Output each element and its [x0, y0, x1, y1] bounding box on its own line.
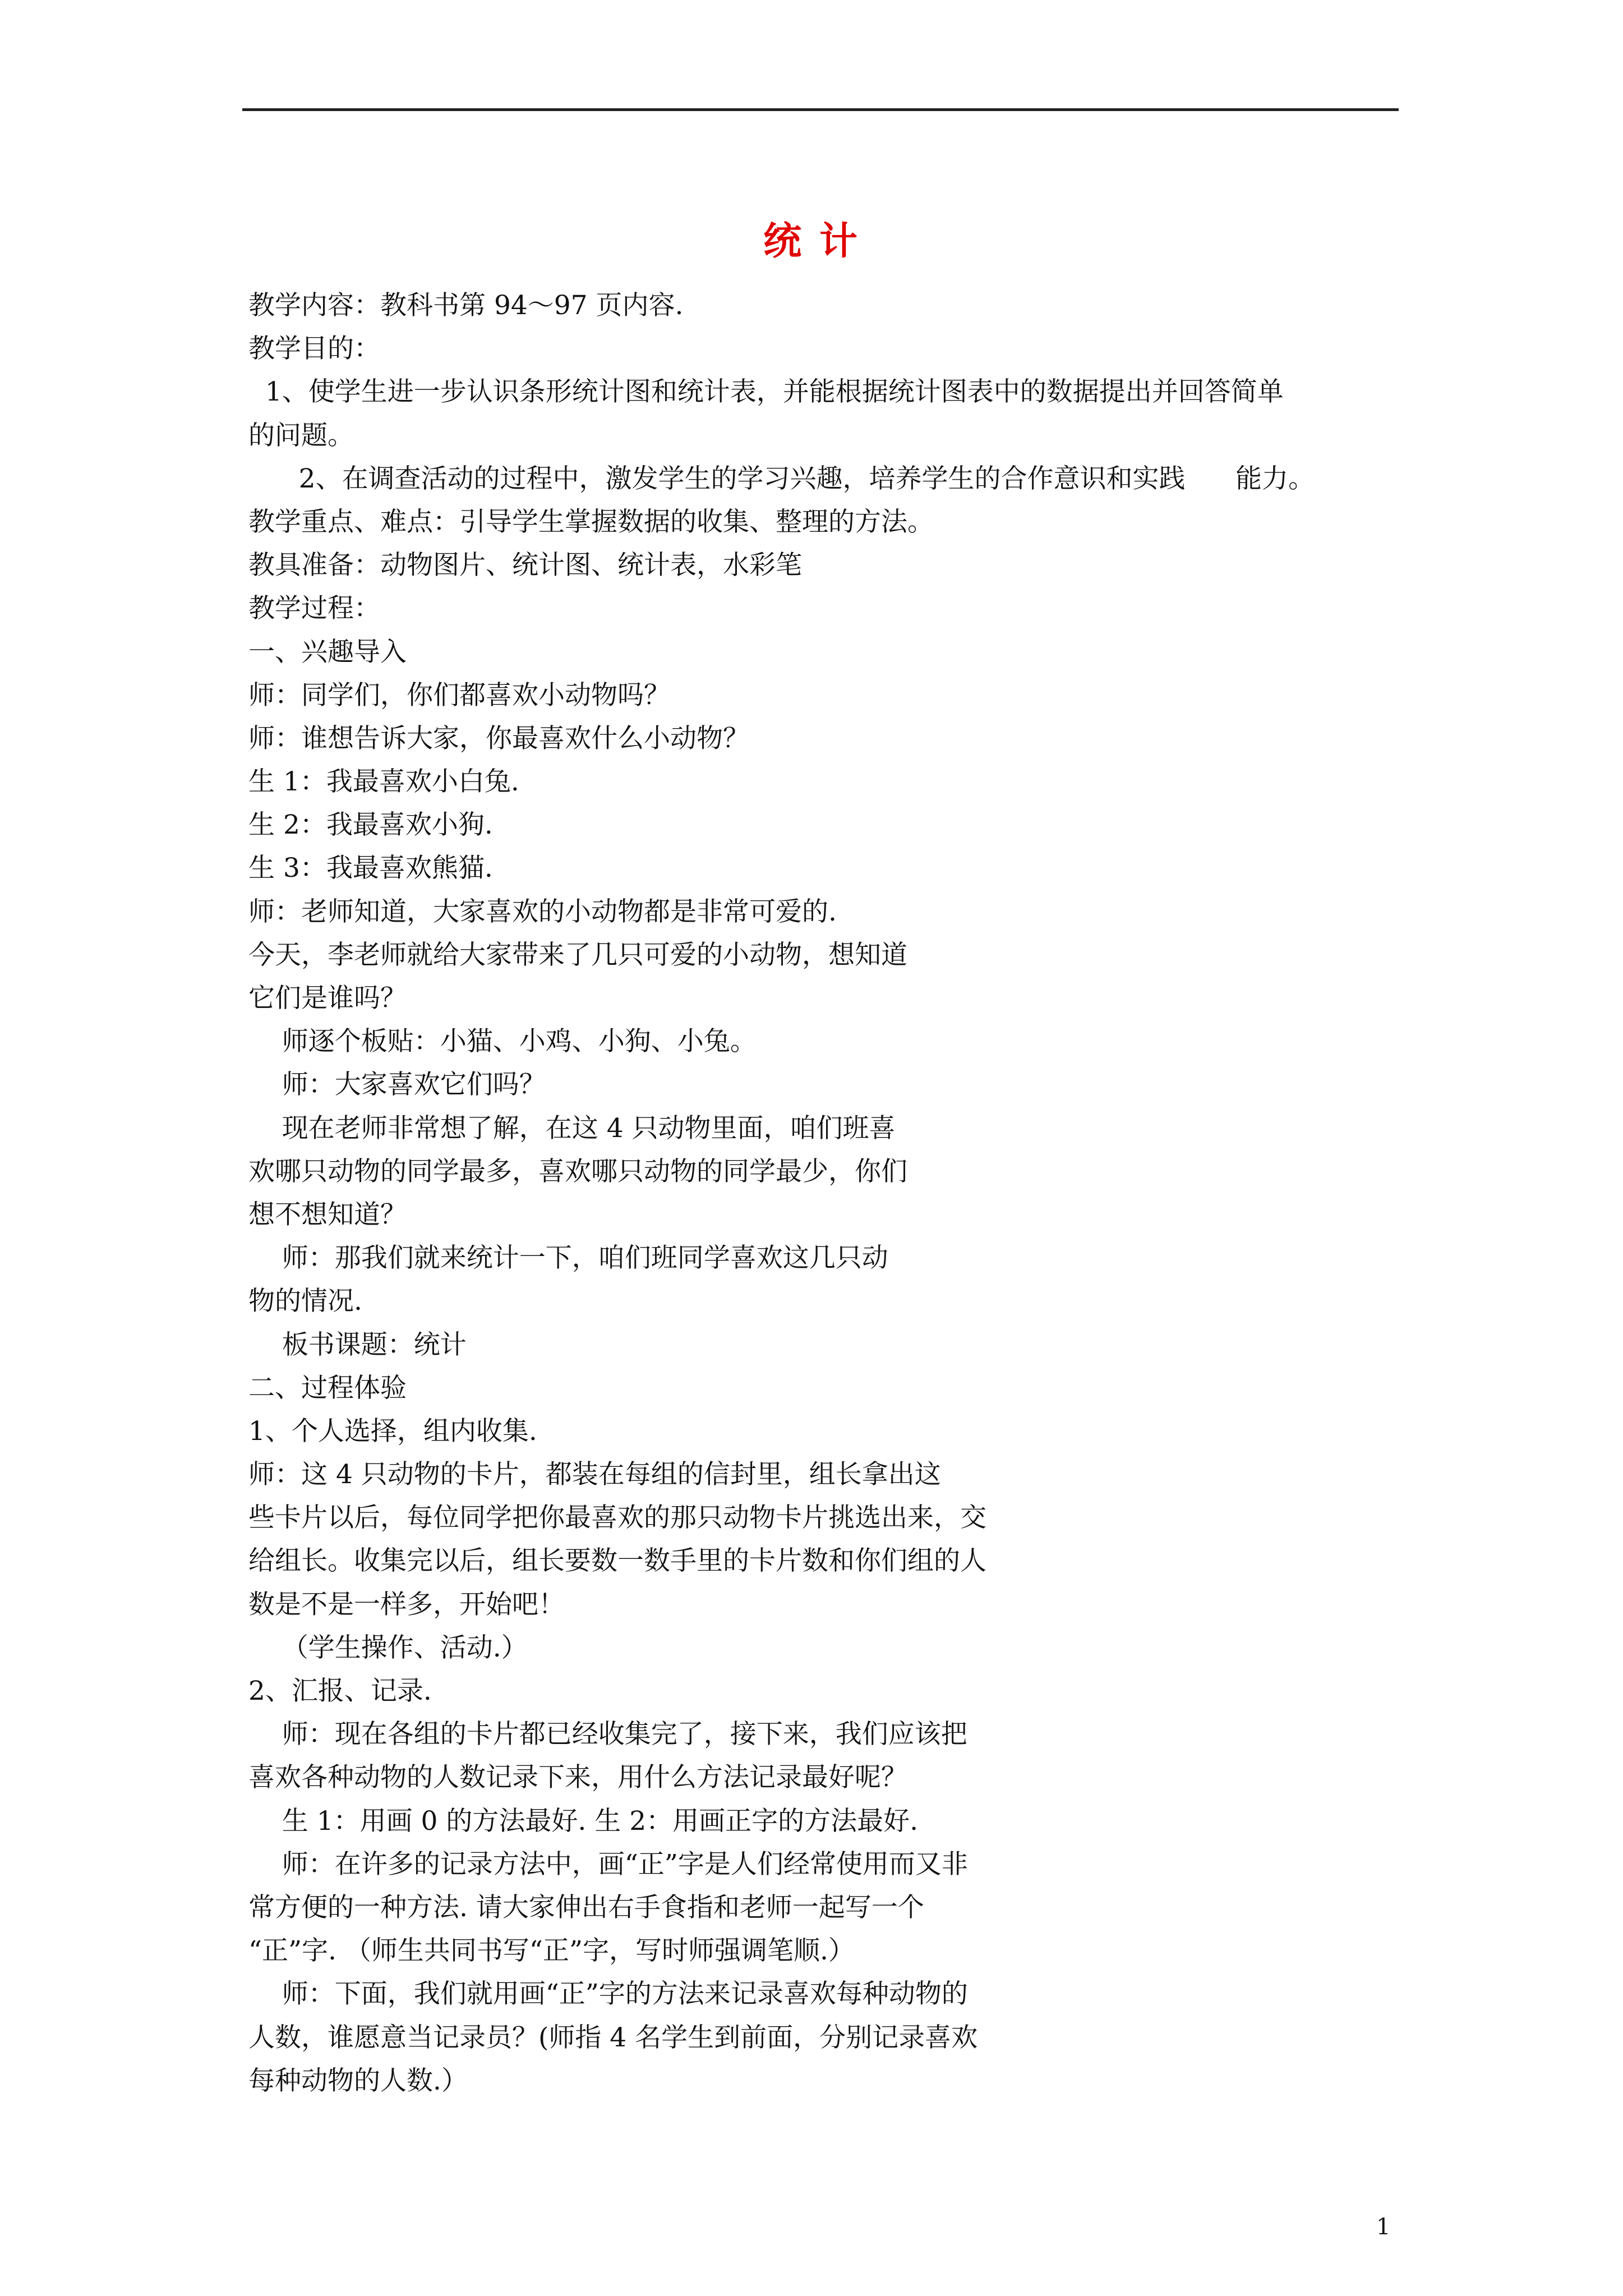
text-line: 今天，李老师就给大家带来了几只可爱的小动物，想知道: [248, 939, 907, 970]
text-line: 现在老师非常想了解，在这 4 只动物里面，咱们班喜: [248, 1112, 896, 1144]
text-line: 数是不是一样多，开始吧！: [248, 1589, 565, 1620]
section-heading: 二、过程体验: [248, 1372, 407, 1404]
document-title: 统 计: [763, 219, 860, 264]
text-line: 生 2：我最喜欢小狗.: [248, 809, 493, 841]
text-line: 师：谁想告诉大家，你最喜欢什么小动物？: [248, 723, 749, 754]
text-line: “正”字. （师生共同书写“正”字，写时师强调笔顺.）: [248, 1935, 855, 1967]
text-line: 的问题。: [248, 420, 354, 451]
text-line: 欢哪只动物的同学最多，喜欢哪只动物的同学最少，你们: [248, 1156, 907, 1187]
text-line: 生 1：我最喜欢小白兔.: [248, 766, 519, 798]
text-line: 教学过程：: [248, 593, 380, 624]
text-line: 每种动物的人数.）: [248, 2065, 468, 2096]
text-line: 师：那我们就来统计一下，咱们班同学喜欢这几只动: [248, 1243, 888, 1274]
text-line: 物的情况.: [248, 1286, 362, 1317]
text-line: 师：下面，我们就用画“正”字的方法来记录喜欢每种动物的: [248, 1978, 968, 2010]
text-line: 2、汇报、记录.: [248, 1676, 432, 1706]
text-line: 想不想知道？: [248, 1199, 407, 1230]
text-line: 它们是谁吗？: [248, 983, 407, 1014]
text-line: 给组长。收集完以后，组长要数一数手里的卡片数和你们组的人: [248, 1545, 986, 1577]
page-number: 1: [1376, 2214, 1391, 2240]
text-line: 教学目的：: [248, 333, 380, 365]
text-line: 师：在许多的记录方法中，画“正”字是人们经常使用而又非: [248, 1848, 968, 1880]
text-line: 教学内容：教科书第 94～97 页内容.: [248, 290, 684, 321]
text-line: 师：现在各组的卡片都已经收集完了，接下来，我们应该把: [248, 1719, 967, 1750]
text-line: 教学重点、难点：引导学生掌握数据的收集、整理的方法。: [248, 506, 934, 537]
text-line: 喜欢各种动物的人数记录下来，用什么方法记录最好呢？: [248, 1762, 907, 1793]
document-body: [248, 284, 1404, 2102]
text-line: 些卡片以后，每位同学把你最喜欢的那只动物卡片挑选出来，交: [248, 1502, 986, 1534]
text-line: 师逐个板贴：小猫、小鸡、小狗、小兔。: [248, 1026, 757, 1057]
text-line: 常方便的一种方法. 请大家伸出右手食指和老师一起写一个: [248, 1892, 924, 1923]
text-line: 板书课题：统计: [248, 1329, 467, 1360]
text-line: 人数，谁愿意当记录员？(师指 4 名学生到前面，分别记录喜欢: [248, 2022, 978, 2053]
text-line: 1、个人选择，组内收集.: [248, 1415, 537, 1447]
text-line: 师：这 4 只动物的卡片，都装在每组的信封里，组长拿出这: [248, 1459, 941, 1490]
text-line: （学生操作、活动.）: [248, 1632, 528, 1663]
text-line: 1、使学生进一步认识条形统计图和统计表，并能根据统计图表中的数据提出并回答简单: [248, 376, 1284, 408]
text-line: 生 1：用画 0 的方法最好. 生 2：用画正字的方法最好.: [248, 1805, 919, 1837]
text-line: 师：老师知道，大家喜欢的小动物都是非常可爱的.: [248, 896, 837, 927]
header-rule: [242, 108, 1399, 111]
text-line: 2、在调查活动的过程中，激发学生的学习兴趣，培养学生的合作意识和实践 能力。: [248, 463, 1315, 494]
text-line: 生 3：我最喜欢熊猫.: [248, 853, 493, 884]
text-line: 师：同学们，你们都喜欢小动物吗？: [248, 679, 670, 711]
text-line: 教具准备：动物图片、统计图、统计表，水彩笔: [248, 550, 802, 581]
text-line: 师：大家喜欢它们吗？: [248, 1069, 546, 1101]
section-heading: 一、兴趣导入: [248, 636, 407, 668]
